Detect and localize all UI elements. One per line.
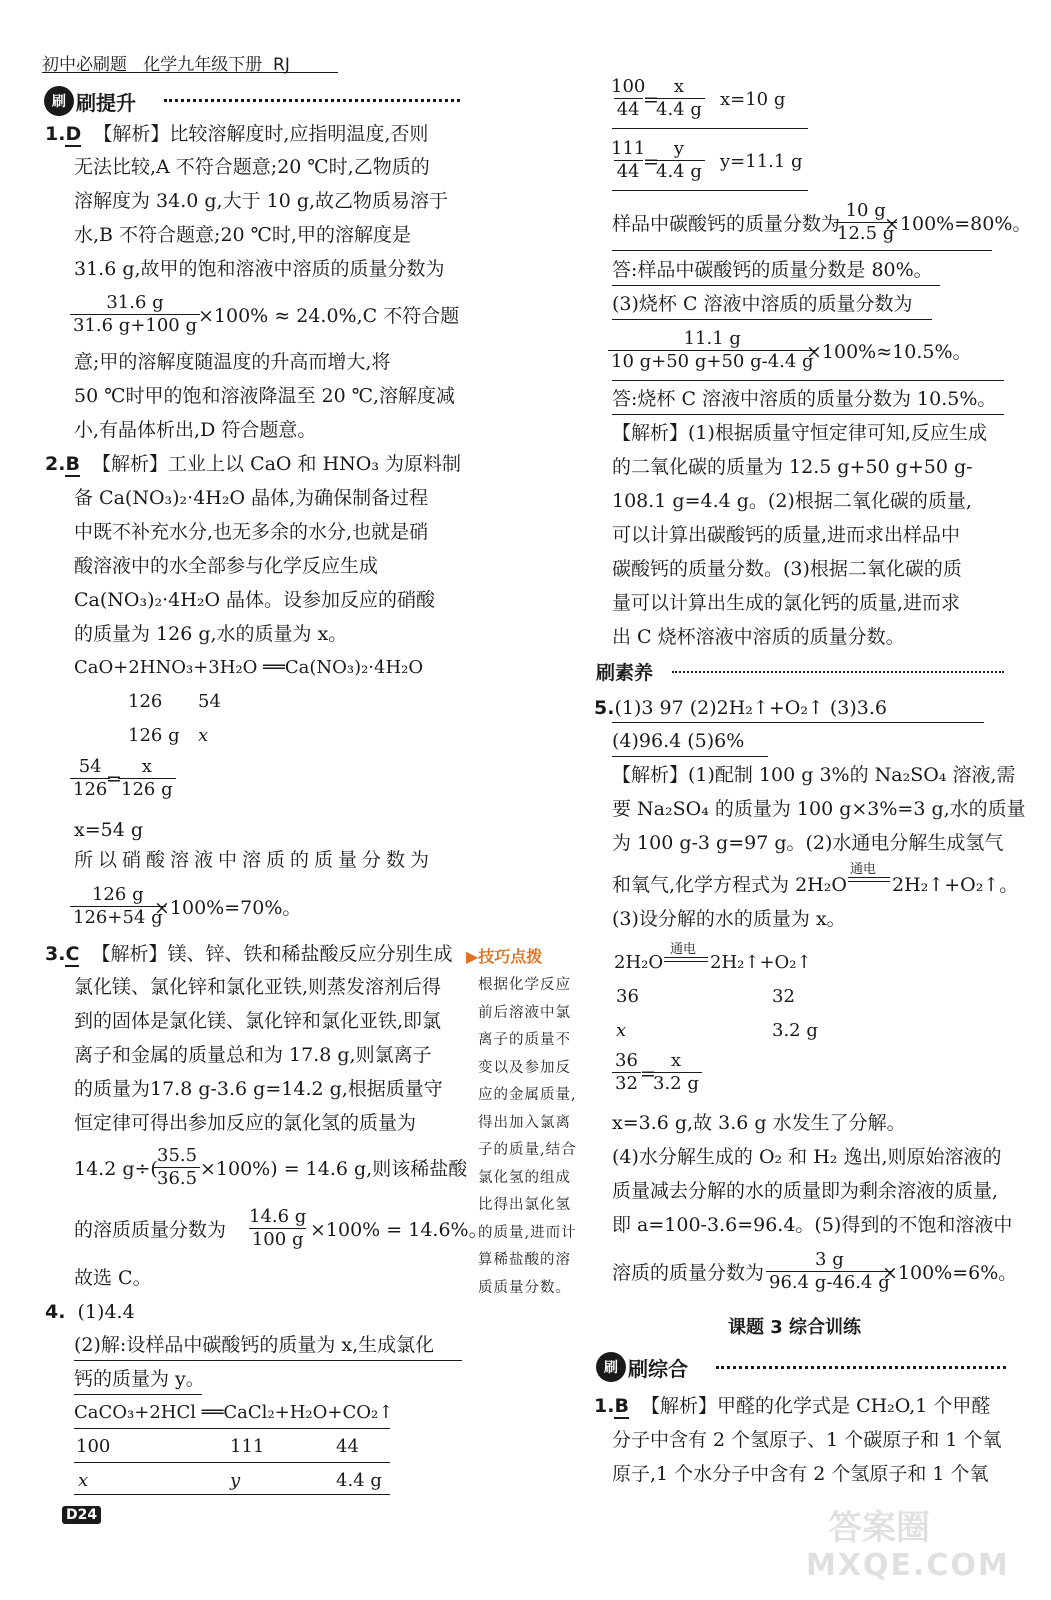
q5-eq2-right: 2H₂↑+O₂↑ xyxy=(710,952,812,973)
section-badge-zonghe xyxy=(596,1352,688,1382)
answer-z1: B xyxy=(614,1395,629,1417)
r-frac-1b: $\frac{x}{4.4 g}$ xyxy=(653,76,705,121)
q5-arrow-2a xyxy=(664,957,708,958)
q5-eq-pre: 和氧气,化学方程式为 2H₂O xyxy=(612,874,847,896)
q4-underline-1 xyxy=(74,1360,462,1361)
q5-line-2: 为 100 g-3 g=97 g。(2)水通电分解生成氢气 xyxy=(612,832,1004,854)
q2-fraction-a: $\frac{54}{126}$ xyxy=(70,756,110,801)
watermark-logo: 答案圈 xyxy=(828,1508,930,1548)
q2-line-0: 2.B 【解析】工业上以 CaO 和 HNO₃ 为原料制 xyxy=(45,453,462,475)
q5-eq2-left: 2H₂O xyxy=(614,952,664,973)
edition-label: RJ xyxy=(273,55,290,75)
q3-line-5: 恒定律可得出参加反应的氯化氢的质量为 xyxy=(74,1112,417,1134)
q1-line-7: 小,有晶体析出,D 符合题意。 xyxy=(74,419,317,441)
q5-frac-a: $\frac{36}{32}$ xyxy=(612,1050,641,1095)
q3-line-4: 的质量为17.8 g-3.6 g=14.2 g,根据质量守 xyxy=(74,1078,443,1100)
q4-equation: CaCO₃+2HCl ══CaCl₂+H₂O+CO₂↑ xyxy=(74,1402,394,1423)
answer-q1: D xyxy=(65,123,82,145)
q2-ratio-1b: 54 xyxy=(198,691,221,712)
r-expl-4: 碳酸钙的质量分数。(3)根据二氧化碳的质 xyxy=(612,558,962,580)
section-divider-zonghe xyxy=(716,1366,1006,1369)
q3-line-0: 3.C 【解析】镁、锌、铁和稀盐酸反应分别生成 xyxy=(45,943,453,965)
q3-line-2: 到的固体是氯化镁、氯化锌和氯化亚铁,即氯 xyxy=(74,1010,442,1032)
r-underline-4 xyxy=(612,285,940,286)
section-badge-tisheng xyxy=(44,86,136,116)
q1-line-6: 50 ℃时甲的饱和溶液降温至 20 ℃,溶解度减 xyxy=(74,385,456,407)
r-underline-6 xyxy=(612,380,1004,381)
answer-q3: C xyxy=(65,943,80,965)
q3-end: 故选 C。 xyxy=(74,1267,152,1289)
q3-fraction-b: $\frac{14.6 g}{100 g}$ xyxy=(249,1206,307,1250)
q4-underline-4 xyxy=(74,1462,390,1463)
r-underline-3 xyxy=(612,250,992,251)
q5-arrow-1a xyxy=(848,877,890,878)
q3-calc-pre: 14.2 g÷( xyxy=(74,1158,158,1180)
brush-icon: 刷 xyxy=(44,86,74,116)
subject-title: 化学九年级下册 xyxy=(143,55,263,75)
q5-last-pre: 溶质的质量分数为 xyxy=(612,1262,765,1284)
q5-last-frac: $\frac{3 g}{96.4 g-46.4 g}$ xyxy=(766,1249,893,1294)
q2-fraction-c: $\frac{126 g}{126+54 g}$ xyxy=(70,884,166,929)
q3-calc-post: ×100%) = 14.6 g,则该稀盐酸 xyxy=(200,1158,468,1180)
q1-fraction: $\frac{31.6 g}{31.6 g+100 g}$ xyxy=(70,292,200,337)
q1-line-4: 31.6 g,故甲的饱和溶液中溶质的质量分数为 xyxy=(74,258,445,280)
z1-line-1: 分子中含有 2 个氢原子、1 个碳原子和 1 个氧 xyxy=(612,1429,1002,1451)
lesson-title: 课题 3 综合训练 xyxy=(728,1317,862,1338)
q2-line-4: Ca(NO₃)₂·4H₂O 晶体。设参加反应的硝酸 xyxy=(74,589,436,611)
q2-ratio-2b: x xyxy=(198,725,209,746)
r-answer-1: 答:样品中碳酸钙的质量分数是 80%。 xyxy=(612,259,933,281)
r-c-frac: $\frac{11.1 g}{10 g+50 g+50 g-4.4 g}$ xyxy=(608,328,817,373)
q4-mass-2: 111 xyxy=(230,1436,265,1457)
q4-line-2: 钙的质量为 y。 xyxy=(74,1368,205,1390)
q5-condition-2: 通电 xyxy=(670,942,697,957)
r-sample-pre: 样品中碳酸钙的质量分数为 xyxy=(612,213,841,235)
q5-ratio-1a: 36 xyxy=(616,986,639,1007)
r-result-1: x=10 g xyxy=(720,89,786,110)
r-underline-5 xyxy=(612,319,932,320)
section-title-suyang: 刷素养 xyxy=(596,662,654,684)
z1-line-2: 原子,1 个水分子中含有 2 个氢原子和 1 个氧 xyxy=(612,1463,989,1485)
q3-fraction-a: $\frac{35.5}{36.5}$ xyxy=(154,1145,200,1190)
r-expl-1: 的二氧化碳的质量为 12.5 g+50 g+50 g- xyxy=(612,456,973,478)
r-part3: (3)烧杯 C 溶液中溶质的质量分数为 xyxy=(612,293,913,315)
r-frac-1a: $\frac{100}{44}$ xyxy=(611,76,646,120)
r-c-post: ×100%≈10.5%。 xyxy=(806,341,972,363)
section-divider-suyang xyxy=(672,671,1004,673)
q3-line-1: 氯化镁、氯化锌和氯化亚铁,则蒸发溶剂后得 xyxy=(74,976,442,998)
q4-mass-1: 100 xyxy=(76,1436,111,1457)
q2-line-3: 酸溶液中的水全部参与化学反应生成 xyxy=(74,555,379,577)
q2-conclusion: 所以硝酸溶液中溶质的质量分数为 xyxy=(74,849,435,871)
q1-line-0: 1.D 【解析】比较溶解度时,应指明温度,否则 xyxy=(45,123,429,145)
q2-fraction-b: $\frac{x}{126 g}$ xyxy=(118,756,176,801)
q5-line-0: 【解析】(1)配制 100 g 3%的 Na₂SO₄ 溶液,需 xyxy=(612,764,1016,786)
r-expl-6: 出 C 烧杯溶液中溶质的质量分数。 xyxy=(612,626,905,648)
page-number: D24 xyxy=(62,1506,101,1524)
q4-var-2: y xyxy=(230,1470,241,1491)
q4-line-0: 4. (1)4.4 xyxy=(45,1301,135,1323)
section-title-tisheng: 刷提升 xyxy=(76,90,136,115)
q1-frac-tail: ×100% ≈ 24.0%,C 不符合题 xyxy=(198,305,460,327)
watermark-url: MXQE.COM xyxy=(806,1548,1010,1583)
brush-icon: 刷 xyxy=(596,1352,626,1382)
tip-heading: ▶技巧点拨 xyxy=(466,947,543,966)
q2-ratio-1a: 126 xyxy=(128,691,163,712)
r-result-2: y=11.1 g xyxy=(720,151,803,172)
q4-underline-3 xyxy=(74,1428,390,1429)
q3-calc-pre2: 的溶质质量分数为 xyxy=(74,1219,227,1241)
r-expl-5: 量可以计算出生成的氯化钙的质量,进而求 xyxy=(612,592,961,614)
r-expl-2: 108.1 g=4.4 g。(2)根据二氧化碳的质量, xyxy=(612,490,972,512)
q1-line-3: 水,B 不符合题意;20 ℃时,甲的溶解度是 xyxy=(74,224,411,246)
r-eq-1: = xyxy=(643,89,659,111)
q3-line-3: 离子和金属的质量总和为 17.8 g,则氯离子 xyxy=(74,1044,432,1066)
r-sample-frac: $\frac{10 g}{12.5 g}$ xyxy=(834,200,897,245)
header-rule xyxy=(42,72,338,73)
tip-body: 根据化学反应前后溶液中氯离子的质量不变以及参加反应的金属质量,得出加入氯离子的质量,结合氯化氢的组成比得出氯化氢的质量,进而计算稀盐酸的溶质质量分数。 xyxy=(478,977,577,1296)
q1-line-2: 溶解度为 34.0 g,大于 10 g,故乙物质易溶于 xyxy=(74,190,449,212)
q2-equals: = xyxy=(106,768,122,790)
q5-eq-post: 2H₂↑+O₂↑。 xyxy=(892,874,1019,896)
q5-answers-2: (4)96.4 (5)6% xyxy=(612,730,745,752)
q5-underline-1 xyxy=(612,722,984,723)
q5-answers-1: 5.(1)3 97 (2)2H₂↑+O₂↑ (3)3.6 xyxy=(594,697,888,719)
q5-equals: = xyxy=(640,1063,656,1085)
q3-calc-post2: ×100% = 14.6%。 xyxy=(310,1219,488,1241)
q5-set: (3)设分解的水的质量为 x。 xyxy=(612,908,846,930)
q5-ratio-1b: 32 xyxy=(772,986,795,1007)
r-eq-2: = xyxy=(643,151,659,173)
r-expl-0: 【解析】(1)根据质量守恒定律可知,反应生成 xyxy=(612,422,987,444)
q2-frac-tail: ×100%=70%。 xyxy=(154,897,302,919)
q4-line-1: (2)解:设样品中碳酸钙的质量为 x,生成氯化 xyxy=(74,1334,435,1356)
r-expl-3: 可以计算出碳酸钙的质量,进而求出样品中 xyxy=(612,524,961,546)
q2-result: x=54 g xyxy=(74,819,144,841)
q2-line-1: 备 Ca(NO₃)₂·4H₂O 晶体,为确保制备过程 xyxy=(74,487,429,509)
q2-ratio-2a: 126 g xyxy=(128,725,180,746)
q4-underline-5 xyxy=(74,1494,390,1495)
q4-underline-2 xyxy=(74,1394,202,1395)
q5-line-1: 要 Na₂SO₄ 的质量为 100 g×3%=3 g,水的质量 xyxy=(612,798,1026,820)
q1-line-5: 意;甲的溶解度随温度的升高而增大,将 xyxy=(74,351,391,373)
section-divider xyxy=(164,99,460,102)
q5-line-3: (4)水分解生成的 O₂ 和 H₂ 逸出,则原始溶液的 xyxy=(612,1146,1002,1168)
r-frac-2b: $\frac{y}{4.4 g}$ xyxy=(653,138,705,183)
section-title-zonghe: 刷综合 xyxy=(628,1356,688,1381)
r-underline-7 xyxy=(612,414,1004,415)
answer-q2: B xyxy=(65,453,80,475)
q5-arrow-2b xyxy=(664,961,708,962)
q4-var-3: 4.4 g xyxy=(336,1470,382,1491)
q5-line-4: 质量减去分解的水的质量即为剩余溶液的质量, xyxy=(612,1180,999,1202)
q2-line-2: 中既不补充水分,也无多余的水分,也就是硝 xyxy=(74,521,429,543)
q5-ratio-2b: 3.2 g xyxy=(772,1020,818,1041)
q5-result: x=3.6 g,故 3.6 g 水发生了分解。 xyxy=(612,1112,906,1134)
r-sample-post: ×100%=80%。 xyxy=(884,213,1032,235)
q4-var-1: x xyxy=(78,1470,89,1491)
q5-underline-2 xyxy=(612,756,768,757)
q5-condition-1: 通电 xyxy=(850,862,877,877)
q4-mass-3: 44 xyxy=(336,1436,359,1457)
r-answer-2: 答:烧杯 C 溶液中溶质的质量分数为 10.5%。 xyxy=(612,388,997,410)
q5-arrow-1b xyxy=(848,881,890,882)
q2-line-5: 的质量为 126 g,水的质量为 x。 xyxy=(74,623,348,645)
q2-equation: CaO+2HNO₃+3H₂O ══Ca(NO₃)₂·4H₂O xyxy=(74,657,424,678)
book-title: 初中必刷题 xyxy=(42,55,127,75)
q5-line-5: 即 a=100-3.6=96.4。(5)得到的不饱和溶液中 xyxy=(612,1214,1013,1236)
q5-frac-b: $\frac{x}{3.2 g}$ xyxy=(650,1050,702,1095)
r-underline-2 xyxy=(612,190,808,191)
q5-ratio-2a: x xyxy=(616,1020,627,1041)
r-frac-2a: $\frac{111}{44}$ xyxy=(611,138,646,182)
q1-line-1: 无法比较,A 不符合题意;20 ℃时,乙物质的 xyxy=(74,156,430,178)
z1-line-0: 1.B 【解析】甲醛的化学式是 CH₂O,1 个甲醛 xyxy=(594,1395,991,1417)
r-underline-1 xyxy=(612,128,808,129)
q5-last-post: ×100%=6%。 xyxy=(882,1262,1018,1284)
